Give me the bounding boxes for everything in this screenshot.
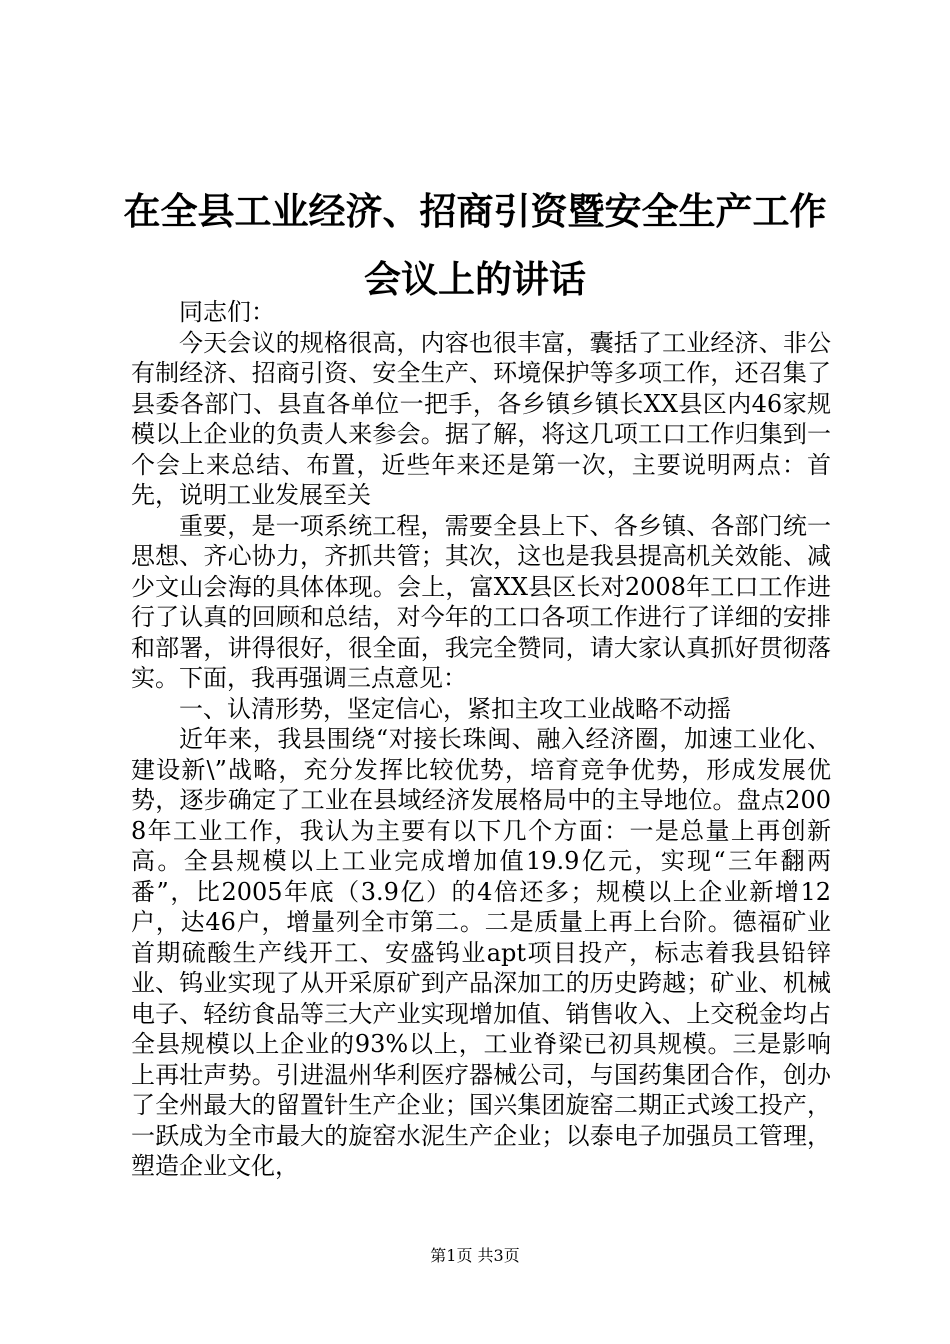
body-paragraph: 近年来，我县围绕“对接长珠闽、融入经济圈，加速工业化、建设新\”战略，充分发挥比较优势，培育竞争优势，形成发展优势，逐步确定了工业在县域经济发展格局中的主导地位。盘点2008年工业工作，我认为主要有以下几个方面：一是总量上再创新高。全县规模以上工业完成增加值19.9亿元，实现“三年翻两番”，比2005年底（3.9亿）的4倍还多；规模以上企业新增12户，达46户，增量列全市第二。二是质量上再上台阶。德福矿业首期硫酸生产线开工、安盛钨业apt项目投产，标志着我县铅锌业、钨业实现了从开采原矿到产品深加工的历史跨越；矿业、机械电子、轻纺食品等三大产业实现增加值、销售收入、上交税金均占全县规模以上企业的93%以上，工业脊梁已初具规模。三是影响上再壮声势。引进温州华利医疗器械公司，与国药集团合作，创办了全州最大的留置针生产企业；国兴集团旋窑二期正式竣工投产，一跃成为全市最大的旋窑水泥生产企业；以泰电子加强员工管理，塑造企业文化， — [131, 725, 831, 1180]
salutation: 同志们： — [179, 298, 275, 326]
page-number-footer: 第1页 共3页 — [430, 1246, 520, 1265]
document-title: 在全县工业经济、招商引资暨安全生产工作会议上的讲话 — [123, 190, 827, 301]
body-paragraph: 今天会议的规格很高，内容也很丰富，囊括了工业经济、非公有制经济、招商引资、安全生产、环境保护等多项工作，还召集了县委各部门、县直各单位一把手，各乡镇乡镇长XX县区内46家规模以上企业的负责人来参会。据了解，将这几项工口工作归集到一个会上来总结、布置，近些年来还是第一次，主要说明两点：首先，说明工业发展至关 — [131, 328, 831, 509]
document-body — [131, 297, 831, 1182]
body-paragraph: 重要，是一项系统工程，需要全县上下、各乡镇、各部门统一思想、齐心协力，齐抓共管；其次，这也是我县提高机关效能、减少文山会海的具体体现。会上，富XX县区长对2008年工口工作进行了认真的回顾和总结，对今年的工口各项工作进行了详细的安排和部署，讲得很好，很全面，我完全赞同，请大家认真抓好贯彻落实。下面，我再强调三点意见： — [131, 511, 831, 692]
section-heading: 一、认清形势，坚定信心，紧扣主攻工业战略不动摇 — [179, 694, 731, 723]
